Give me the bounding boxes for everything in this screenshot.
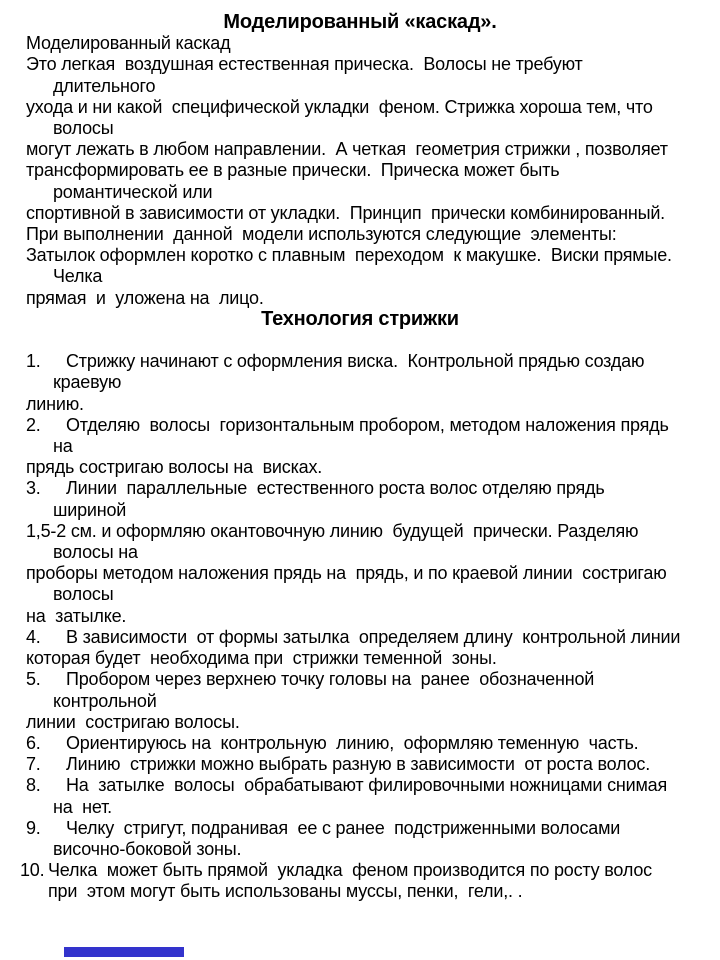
list-item-line (0, 733, 720, 754)
list-item-line (0, 754, 720, 775)
list-item-line (0, 351, 720, 372)
list-item-line (0, 775, 720, 796)
list-item-text: Челка может быть прямой укладка феном производится по росту волос (48, 860, 652, 881)
text-line-indented: височно-боковой зоны. (53, 838, 242, 859)
text-line-indented: волосы (53, 118, 114, 139)
list-number: 1. (26, 351, 41, 372)
text-line-indented: на (53, 436, 73, 457)
text-line: При выполнении данной модели используются следующие элементы: (26, 224, 617, 245)
document-title: Моделированный «каскад». (223, 11, 497, 33)
list-item-line (0, 818, 720, 839)
text-line: трансформировать ее в разные прически. Прическа может быть (26, 160, 560, 181)
list-number: 4. (26, 626, 41, 647)
text-line: спортивной в зависимости от укладки. Принцип прически комбинированный. (26, 202, 665, 223)
document-body (0, 12, 720, 903)
text-line-indented: на нет. (53, 796, 112, 817)
list-item-line (0, 860, 720, 881)
text-line: Моделированный каскад (26, 33, 231, 54)
text-line-indented: Челка (53, 266, 103, 287)
text-line: линию. (26, 393, 84, 414)
list-item-text: Линию стрижки можно выбрать разную в зависимости от роста волос. (66, 754, 651, 775)
list-item-line (0, 627, 720, 648)
list-item-line (0, 478, 720, 499)
list-number: 8. (26, 775, 41, 796)
text-line-indented: при этом могут быть использованы муссы, пенки, гели,. . (48, 881, 523, 902)
text-line-indented: длительного (53, 75, 156, 96)
list-item-text: Ориентируюсь на контрольную линию, оформляю теменную часть. (66, 732, 639, 753)
list-number: 3. (26, 478, 41, 499)
list-number: 6. (26, 732, 41, 753)
list-number: 7. (26, 754, 41, 775)
text-line: ухода и ни какой специфической укладки феном. Стрижка хороша тем, что (26, 96, 653, 117)
text-line: которая будет необходима при стрижки теменной зоны. (26, 648, 497, 669)
list-item-text: В зависимости от формы затылка определяем длину контрольной линии (66, 626, 681, 647)
text-line: на затылке. (26, 605, 127, 626)
text-line: 1,5-2 см. и оформляю окантовочную линию будущей прически. Разделяю (26, 520, 639, 541)
list-number: 9. (26, 817, 41, 838)
text-line-indented: волосы на (53, 542, 138, 563)
text-line-indented: шириной (53, 499, 127, 520)
bottom-accent-bar (64, 947, 184, 957)
section-heading: Технология стрижки (261, 307, 459, 330)
text-line-indented: контрольной (53, 690, 157, 711)
list-number: 2. (26, 414, 41, 435)
list-item-text: Пробором через верхнею точку головы на ранее обозначенной (66, 669, 595, 690)
text-line: могут лежать в любом направлении. А четкая геометрия стрижки , позволяет (26, 139, 668, 160)
list-number: 5. (26, 669, 41, 690)
list-number: 10. (20, 860, 45, 881)
list-item-line (0, 415, 720, 436)
text-line: прямая и уложена на лицо. (26, 287, 264, 308)
text-line: проборы методом наложения прядь на прядь, и по краевой линии состригаю (26, 563, 667, 584)
list-item-text: Челку стригут, подранивая ее с ранее подстриженными волосами (66, 817, 621, 838)
list-item-text: На затылке волосы обрабатывают филировочными ножницами снимая (66, 775, 668, 796)
list-item-text: Линии параллельные естественного роста волос отделяю прядь (66, 478, 605, 499)
text-line: прядь состригаю волосы на висках. (26, 457, 323, 478)
text-line-indented: краевую (53, 372, 122, 393)
blank-line (0, 330, 720, 351)
text-line: линии состригаю волосы. (26, 711, 240, 732)
text-line: Затылок оформлен коротко с плавным переходом к макушке. Виски прямые. (26, 245, 672, 266)
list-item-text: Стрижку начинают с оформления виска. Контрольной прядью создаю (66, 351, 645, 372)
list-item-line (0, 669, 720, 690)
list-item-text: Отделяю волосы горизонтальным пробором, методом наложения прядь (66, 414, 669, 435)
text-line: Это легкая воздушная естественная прическа. Волосы не требуют (26, 54, 583, 75)
text-line-indented: волосы (53, 584, 114, 605)
text-line-indented: романтической или (53, 181, 213, 202)
